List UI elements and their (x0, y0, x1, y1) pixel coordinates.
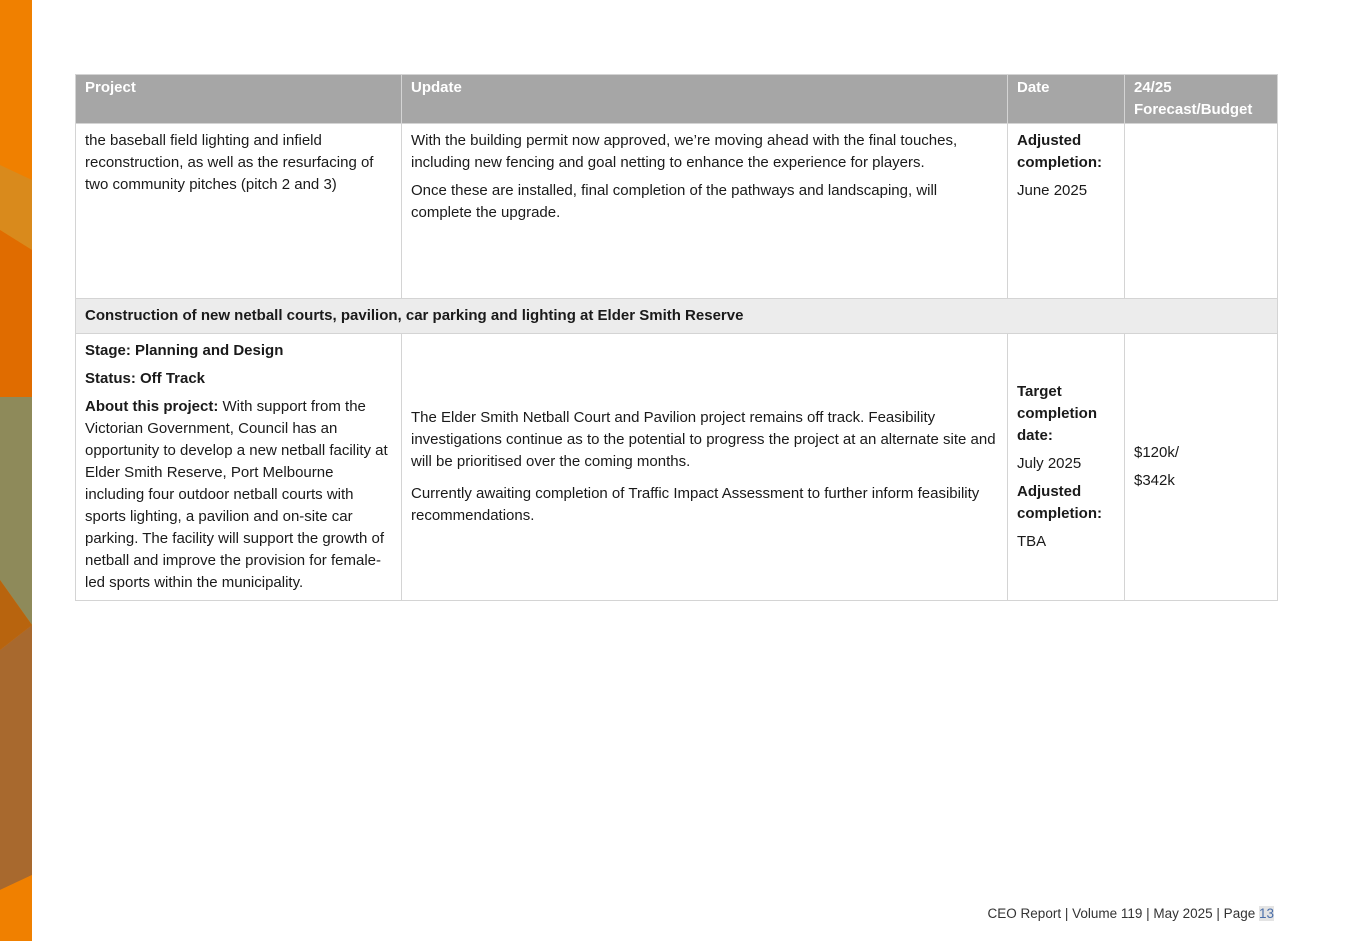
decorative-sidebar (0, 0, 32, 941)
update-paragraph: The Elder Smith Netball Court and Pavilion project remains off track. Feasibility investigations continue as to the potential to progress the project at an alternate site and will be prioritised over the coming months. (411, 409, 996, 470)
table-row (76, 124, 1278, 299)
table-header-row (76, 75, 1278, 124)
budget-value: $342k (1134, 472, 1175, 489)
project-cell (76, 124, 402, 299)
section-title: Construction of new netball courts, pavilion, car parking and lighting at Elder Smith Reserve (76, 299, 1278, 334)
project-about (85, 396, 392, 594)
project-description: the baseball field lighting and infield reconstruction, as well as the resurfacing of two community pitches (pitch 2 and 3) (85, 132, 374, 193)
page-footer (988, 906, 1274, 921)
budget-cell (1125, 334, 1278, 601)
update-paragraph: Currently awaiting completion of Traffic Impact Assessment to further inform feasibility recommendations. (411, 485, 980, 524)
update-cell (402, 334, 1008, 601)
update-cell (402, 124, 1008, 299)
footer-text: CEO Report | Volume 119 | May 2025 | Page (987, 906, 1259, 921)
header-project: Project (76, 75, 402, 124)
section-row (76, 299, 1278, 334)
project-cell (76, 334, 402, 601)
update-paragraph: Once these are installed, final completion of the pathways and landscaping, will complete the upgrade. (411, 182, 938, 221)
about-label: About this project: (85, 398, 219, 415)
adjusted-completion-value: TBA (1017, 533, 1047, 550)
target-completion-value: July 2025 (1017, 455, 1082, 472)
about-text: With support from the Victorian Government, Council has an opportunity to develop a new netball facility at Elder Smith Reserve, Port Melbourne including four outdoor netball courts with sports lighting, a pavilion and on-site car parking. The facility will support the growth of netball and improve the provision for female-led sports within the municipality. (85, 398, 388, 591)
project-update-table (75, 74, 1278, 601)
page-number: 13 (1258, 906, 1274, 921)
project-status: Status: Off Track (85, 370, 206, 387)
adjusted-completion-label: Adjusted completion: (1017, 132, 1102, 171)
update-paragraph: With the building permit now approved, we’re moving ahead with the final touches, including new fencing and goal netting to enhance the experience for players. (411, 132, 958, 171)
adjusted-completion-value: June 2025 (1017, 182, 1088, 199)
adjusted-completion-label: Adjusted completion: (1017, 483, 1102, 522)
date-cell (1008, 124, 1125, 299)
table-row (76, 334, 1278, 601)
target-completion-label: Target completion date: (1017, 383, 1098, 444)
date-cell (1008, 334, 1125, 601)
header-date: Date (1008, 75, 1125, 124)
header-update: Update (402, 75, 1008, 124)
forecast-value: $120k/ (1134, 444, 1180, 461)
header-forecast-budget: 24/25 Forecast/Budget (1125, 75, 1278, 124)
budget-cell (1125, 124, 1278, 299)
project-stage: Stage: Planning and Design (85, 342, 284, 359)
